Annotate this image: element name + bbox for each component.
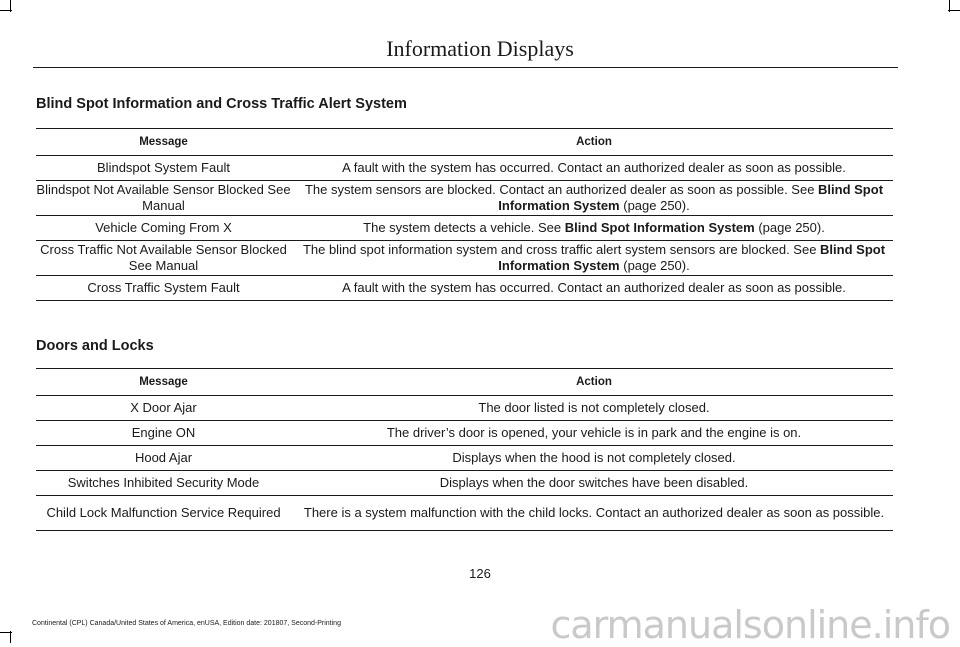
action-cell: Displays when the hood is not completely closed. [295, 446, 893, 471]
action-text: The system sensors are blocked. Contact an authorized dealer as soon as possible. See [304, 182, 819, 197]
message-cell: Vehicle Coming From X [36, 216, 295, 241]
title-divider [33, 67, 898, 68]
page-reference: (page 250). [754, 220, 825, 235]
crop-mark [948, 10, 960, 11]
page-number: 126 [469, 566, 491, 581]
action-cell [295, 181, 893, 216]
watermark: carmanualsonline.info [550, 603, 950, 647]
table-header-row [36, 129, 893, 156]
section-heading-doors-locks: Doors and Locks [36, 338, 154, 354]
crop-mark [0, 632, 12, 633]
action-cell [295, 216, 893, 241]
action-cell: There is a system malfunction with the child locks. Contact an authorized dealer as soon as possible. [295, 496, 893, 531]
blind-spot-table [36, 128, 893, 301]
column-header-action: Action [295, 129, 893, 156]
table-row [36, 156, 893, 181]
table-row [36, 276, 893, 301]
message-cell: Engine ON [36, 421, 295, 446]
message-cell: X Door Ajar [36, 396, 295, 421]
message-cell: Blindspot Not Available Sensor Blocked See Manual [36, 181, 295, 216]
column-header-action: Action [295, 369, 893, 396]
table-row [36, 396, 893, 421]
message-cell: Cross Traffic Not Available Sensor Blocked See Manual [36, 241, 295, 276]
column-header-message: Message [36, 129, 295, 156]
crop-mark [0, 10, 12, 11]
table-row [36, 471, 893, 496]
page-reference: (page 250). [619, 258, 690, 273]
table-header-row [36, 369, 893, 396]
action-cell: A fault with the system has occurred. Contact an authorized dealer as soon as possible. [295, 156, 893, 181]
message-cell: Child Lock Malfunction Service Required [36, 496, 295, 531]
action-text: The system detects a vehicle. See [363, 220, 565, 235]
footer-edition-text: Continental (CPL) Canada/United States of America, enUSA, Edition date: 201807, Second-Printing [32, 620, 341, 627]
column-header-message: Message [36, 369, 295, 396]
action-cell: The driver’s door is opened, your vehicle is in park and the engine is on. [295, 421, 893, 446]
doors-locks-table [36, 368, 893, 531]
table-row [36, 241, 893, 276]
message-cell: Switches Inhibited Security Mode [36, 471, 295, 496]
table-row [36, 496, 893, 531]
message-cell: Blindspot System Fault [36, 156, 295, 181]
cross-reference-link[interactable]: Blind Spot Information System [564, 220, 755, 235]
action-cell [295, 241, 893, 276]
message-cell: Hood Ajar [36, 446, 295, 471]
action-text: The blind spot information system and cross traffic alert system sensors are blocked. See [302, 242, 821, 257]
action-cell: A fault with the system has occurred. Contact an authorized dealer as soon as possible. [295, 276, 893, 301]
message-cell: Cross Traffic System Fault [36, 276, 295, 301]
table-row [36, 421, 893, 446]
action-cell: Displays when the door switches have been disabled. [295, 471, 893, 496]
action-cell: The door listed is not completely closed. [295, 396, 893, 421]
page-title: Information Displays [386, 36, 574, 61]
table-row [36, 216, 893, 241]
cross-reference-link[interactable]: Blind Spot Information System [498, 182, 884, 213]
table-row [36, 446, 893, 471]
page-reference: (page 250). [619, 198, 690, 213]
table-row [36, 181, 893, 216]
section-heading-blind-spot: Blind Spot Information and Cross Traffic Alert System [36, 96, 407, 112]
cross-reference-link[interactable]: Blind Spot Information System [498, 242, 886, 273]
